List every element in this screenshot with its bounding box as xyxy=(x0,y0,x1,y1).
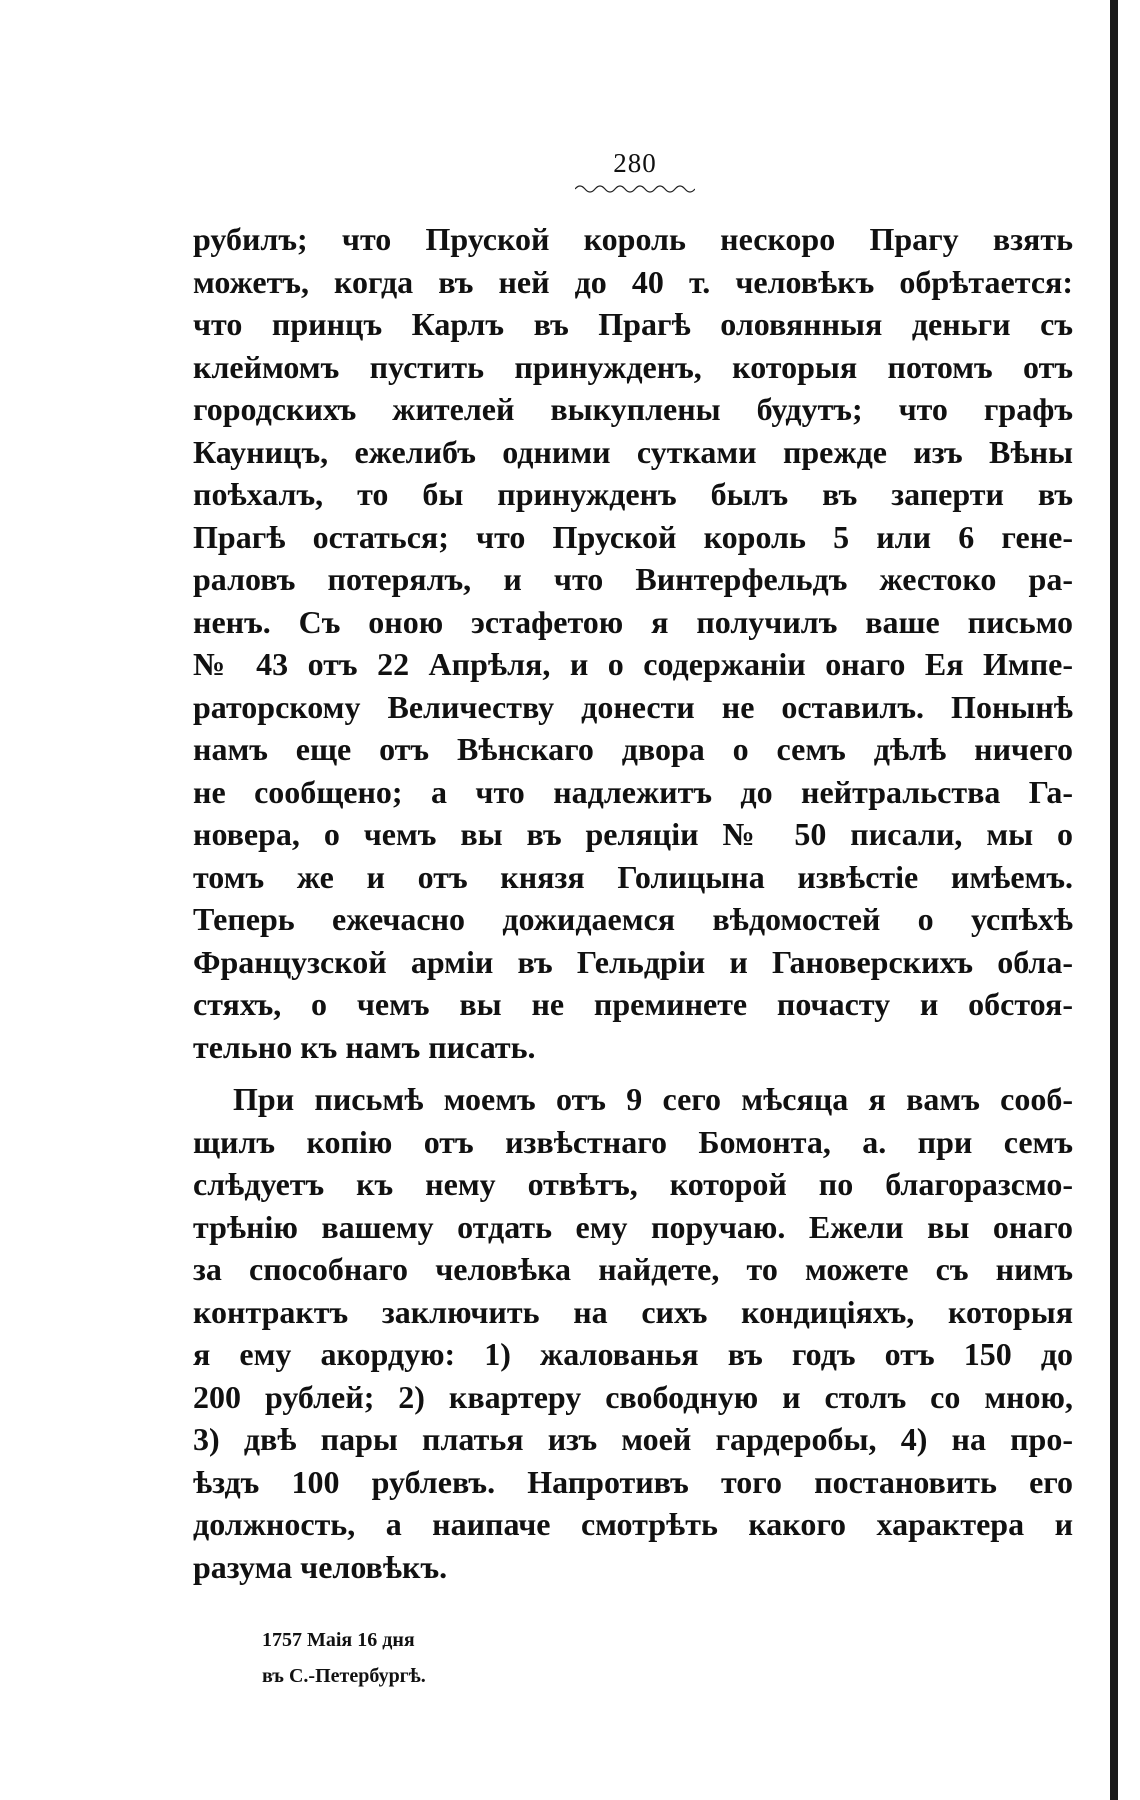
text-line: новера, о чемъ вы въ реляціи № 50 писали, мы о xyxy=(193,816,1073,852)
text-line: Теперь ежечасно дожидаемся вѣдомостей о успѣхѣ xyxy=(193,901,1073,937)
page-number: 280 xyxy=(613,148,657,178)
paragraph xyxy=(193,218,1073,1068)
text-line: не сообщено; а что надлежитъ до нейтральства Га- xyxy=(193,773,1073,810)
text-line: раторскому Величеству донести не оставилъ. Понынѣ xyxy=(193,688,1073,725)
text-line: томъ же и отъ князя Голицына извѣстіе имѣемъ. xyxy=(193,858,1073,895)
text-line: № 43 отъ 22 Апрѣля, и о содержаніи онаго Ея Импе- xyxy=(193,646,1073,682)
signature-date: 1757 Маія 16 дня xyxy=(262,1629,415,1651)
text-line: контрактъ заключить на сихъ кондиціяхъ, которыя xyxy=(193,1293,1073,1330)
body-text xyxy=(193,218,1073,1588)
text-line: тельно къ намъ писать. xyxy=(193,1028,536,1065)
text-line: что принцъ Карлъ въ Прагѣ оловянныя деньги съ xyxy=(193,306,1073,342)
signature-place: въ С.-Петербургѣ. xyxy=(262,1665,426,1687)
text-line: клеймомъ пустить принужденъ, которыя потомъ отъ xyxy=(193,348,1073,385)
text-line: слѣдуетъ къ нему отвѣтъ, которой по благоразсмо- xyxy=(193,1166,1073,1202)
text-line: можетъ, когда въ ней до 40 т. человѣкъ обрѣтается: xyxy=(193,263,1073,300)
signature-block xyxy=(262,1622,426,1694)
text-line: раловъ потерялъ, и что Винтерфельдъ жестоко ра- xyxy=(193,561,1073,597)
text-line: стяхъ, о чемъ вы не преминете почасту и обстоя- xyxy=(193,986,1073,1022)
text-line: городскихъ жителей выкуплены будутъ; что графъ xyxy=(193,391,1073,427)
page-edge-border xyxy=(1110,0,1118,1800)
text-line: щилъ копію отъ извѣстнаго Бомонта, а. при семъ xyxy=(193,1123,1073,1160)
text-line: за способнаго человѣка найдете, то можете съ нимъ xyxy=(193,1251,1073,1287)
text-line: ѣздъ 100 рублевъ. Напротивъ того постановить его xyxy=(193,1463,1073,1500)
text-line: трѣнію вашему отдать ему поручаю. Ежели вы онаго xyxy=(193,1208,1073,1245)
text-line: должность, а наипаче смотрѣть какого характера и xyxy=(193,1506,1073,1542)
paragraph-gap xyxy=(193,1068,1073,1078)
text-line: ненъ. Съ оною эстафетою я получилъ ваше письмо xyxy=(193,603,1073,640)
text-line: 200 рублей; 2) квартеру свободную и столъ со мною, xyxy=(193,1378,1073,1415)
page-number-flourish xyxy=(575,182,695,196)
text-line: Прагѣ остаться; что Пруской король 5 или 6 гене- xyxy=(193,518,1073,555)
text-line: разума человѣкъ. xyxy=(193,1548,448,1585)
text-line: 3) двѣ пары платья изъ моей гардеробы, 4) на про- xyxy=(193,1421,1073,1457)
text-line: При письмѣ моемъ отъ 9 сего мѣсяца я вамъ сооб- xyxy=(233,1081,1073,1117)
text-line: Кауницъ, ежелибъ одними сутками прежде изъ Вѣны xyxy=(193,433,1073,470)
text-line: поѣхалъ, то бы принужденъ былъ въ заперти въ xyxy=(193,476,1073,512)
text-line: Французской арміи въ Гельдріи и Гановерскихъ обла- xyxy=(193,943,1073,980)
text-line: я ему акордую: 1) жалованья въ годъ отъ 150 до xyxy=(193,1336,1073,1372)
text-line: намъ еще отъ Вѣнскаго двора о семъ дѣлѣ ничего xyxy=(193,731,1073,767)
text-line: рубилъ; что Пруской король нескоро Прагу взять xyxy=(193,221,1073,257)
paragraph xyxy=(193,1078,1073,1588)
